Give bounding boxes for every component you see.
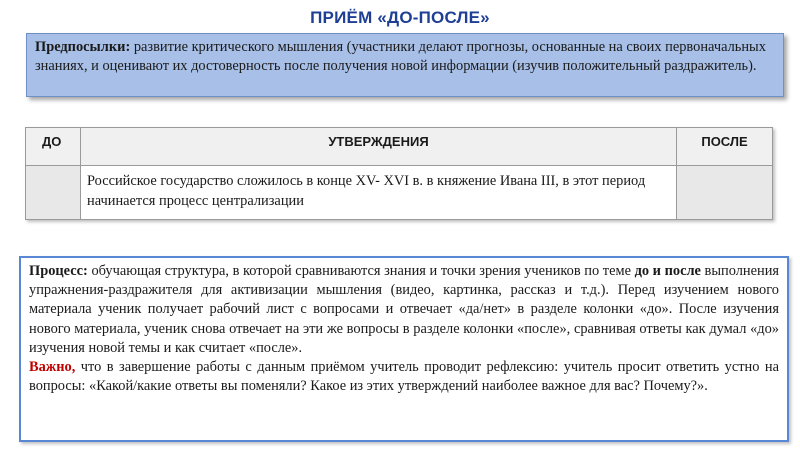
cell-statement: Российское государство сложилось в конце XV- XVI в. в княжение Ивана III, в этот период начинается процесс централизации [81, 166, 677, 220]
header-before: ДО [26, 128, 81, 166]
process-box [19, 256, 789, 442]
table-row [26, 166, 773, 220]
before-after-table [25, 127, 773, 220]
cell-after[interactable] [677, 166, 773, 220]
header-statements: УТВЕРЖДЕНИЯ [81, 128, 677, 166]
prerequisites-box [26, 33, 784, 97]
process-text-1: обучающая структура, в которой сравниваются знания и точки зрения учеников по теме [87, 263, 635, 279]
header-after: ПОСЛЕ [677, 128, 773, 166]
process-label: Процесс: [29, 263, 88, 279]
important-label: Важно, [29, 359, 76, 376]
page-title: ПРИЁМ «ДО-ПОСЛЕ» [310, 8, 490, 27]
process-text-2: выполнения упражнения-раздражителя для активизации мышления (видео, картинка, рассказ и т.д.). Перед изучением нового материала ученик получает рабочий лист с вопросами и отвечает «да/нет» в разделе колонки «до». После изучения нового материала, ученик снова отвечает на эти же вопросы в разделе колонки «после», сравнивая ответы как думал «до» изучения новой темы и как считает «после». [29, 263, 780, 356]
process-bold-before-after: до и после [634, 263, 701, 279]
prerequisites-text: развитие критического мышления (участники делают прогнозы, основанные на своих первоначальных знаниях, и оценивают их достоверность после получения новой информации (изучив положительный раздражитель). [35, 39, 766, 74]
important-text: что в завершение работы с данным приёмом учитель проводит рефлексию: учитель просит ответить устно на вопросы: «Какой/какие ответы вы поменяли? Какое из этих утверждений наиболее важное для вас? Почему?». [29, 359, 779, 395]
cell-before[interactable] [26, 166, 81, 220]
table-header-row [26, 128, 773, 166]
prerequisites-label: Предпосылки: [35, 39, 131, 55]
